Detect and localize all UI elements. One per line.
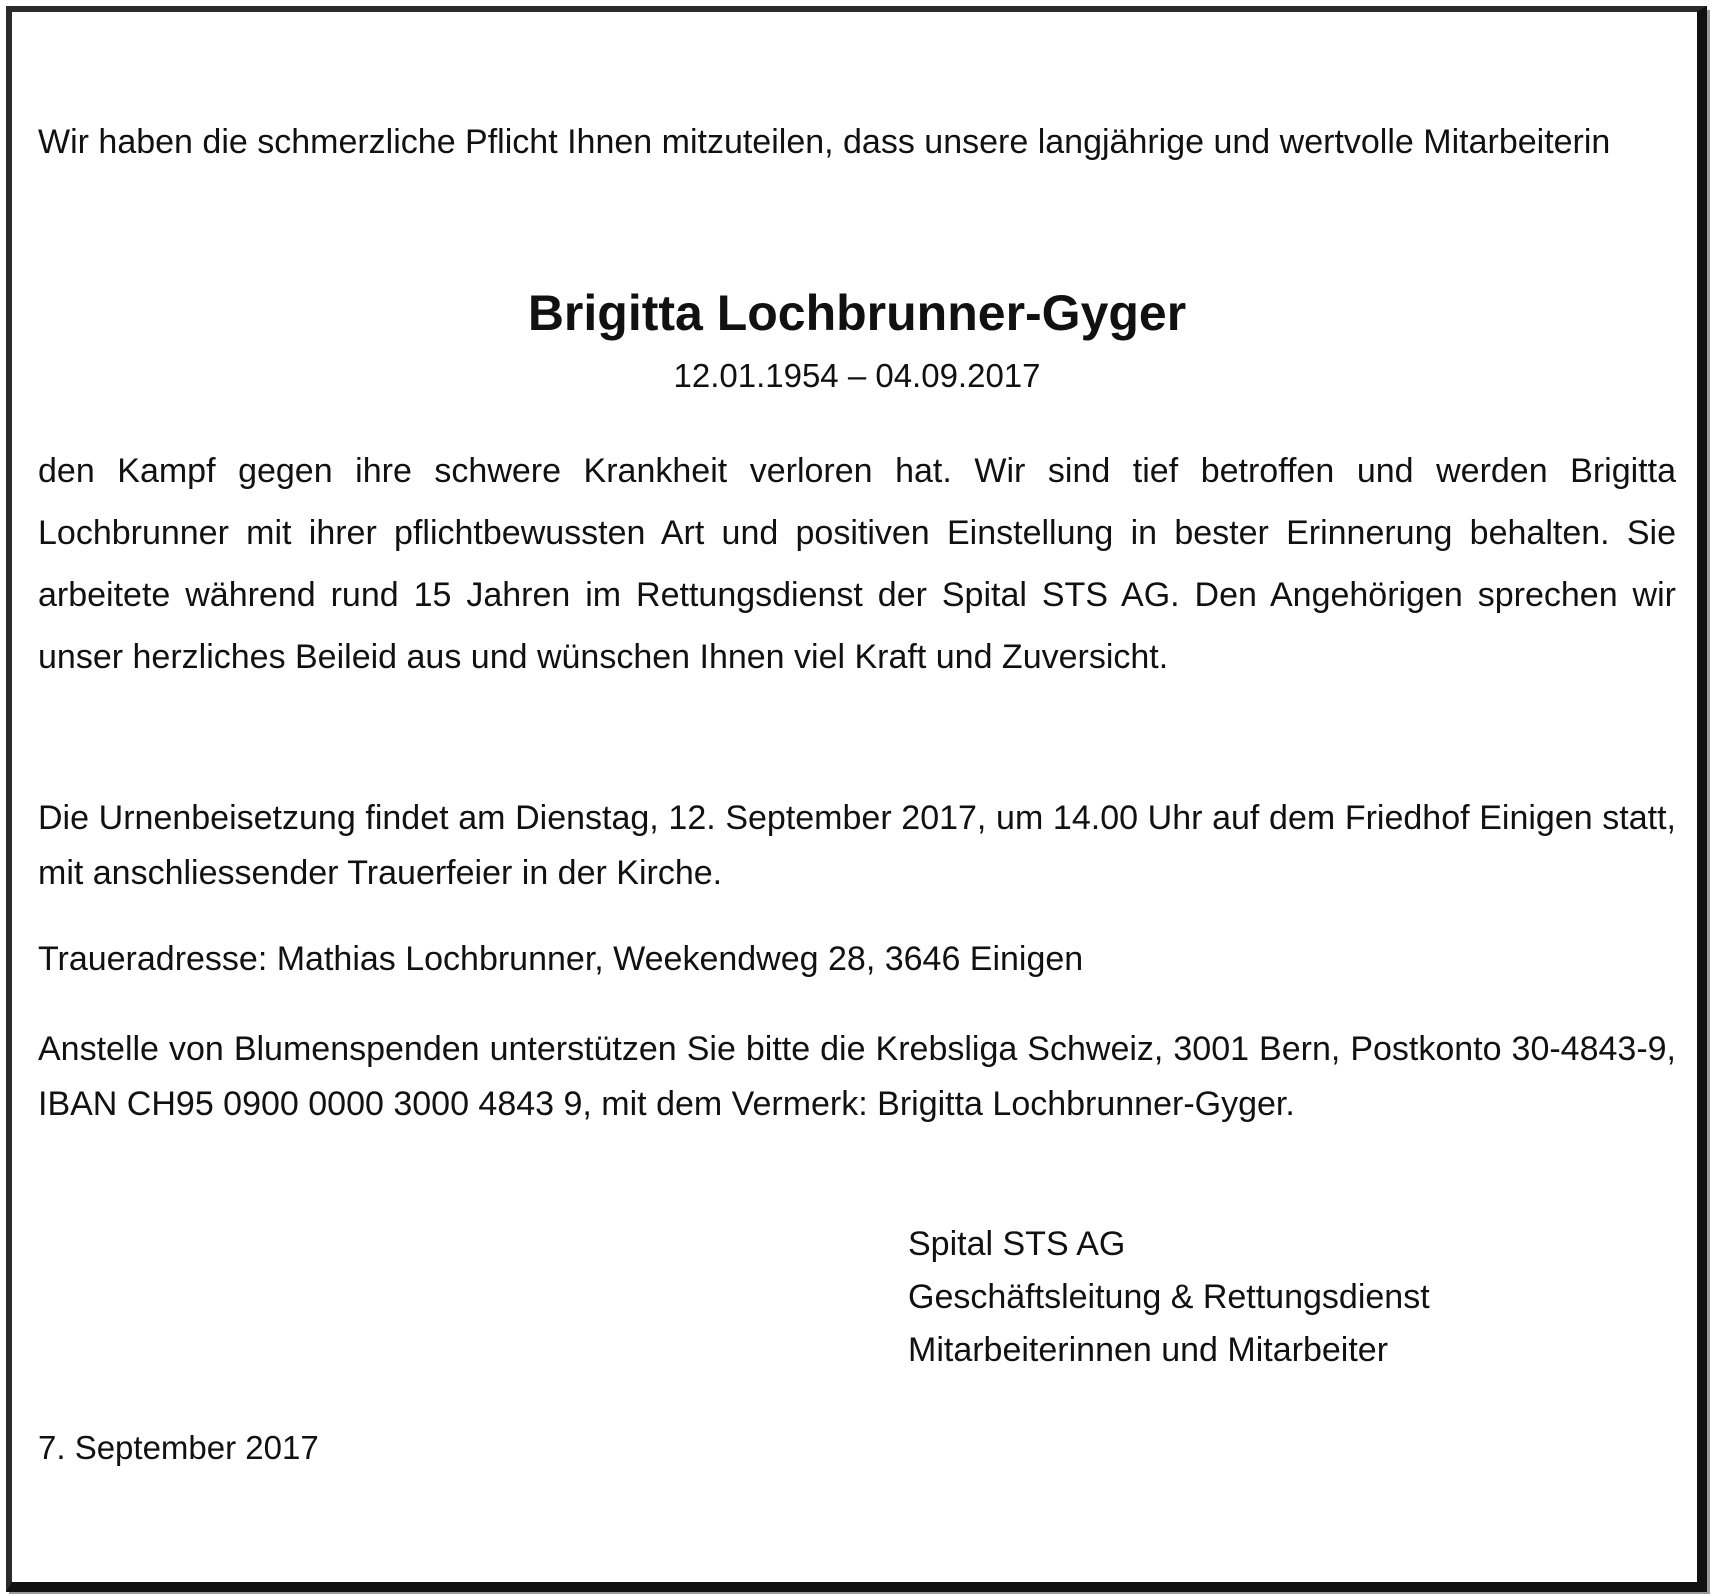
signature-line-staff: Mitarbeiterinnen und Mitarbeiter [908,1331,1389,1369]
deceased-dates: 12.01.1954 – 04.09.2017 [673,357,1041,394]
notice-date: 7. September 2017 [38,1429,319,1466]
ceremony-paragraph: Die Urnenbeisetzung findet am Dienstag, 12. September 2017, um 14.00 Uhr auf dem Friedhof Einigen statt, mit anschliessender Trauerfeier in der Kirche. [38,799,1676,892]
intro-text: Wir haben die schmerzliche Pflicht Ihnen mitzuteilen, dass unsere langjährige und wertvolle Mitarbeiterin [38,123,1611,161]
signature-line-organization: Spital STS AG [908,1225,1126,1263]
deceased-name: Brigitta Lochbrunner-Gyger [527,285,1187,341]
signature-line-management: Geschäftsleitung & Rettungsdienst [908,1278,1430,1316]
donation-paragraph: Anstelle von Blumenspenden unterstützen Sie bitte die Krebsliga Schweiz, 3001 Bern, Postkonto 30-4843-9, IBAN CH95 0900 0000 3000 4843 9, mit dem Vermerk: Brigitta Lochbrunner-Gyger. [38,1030,1676,1123]
signature-block [908,1218,1430,1377]
mourning-address: Traueradresse: Mathias Lochbrunner, Weekendweg 28, 3646 Einigen [38,940,1084,978]
body-paragraph: den Kampf gegen ihre schwere Krankheit verloren hat. Wir sind tief betroffen und werden Brigitta Lochbrunner mit ihrer pflichtbewussten Art und positiven Einstellung in bester Erinnerung behalten. Sie arbeitete während rund 15 Jahren im Rettungsdienst der Spital STS AG. Den Angehörigen sprechen wir unser herzliches Beileid aus und wünschen Ihnen viel Kraft und Zuversicht. [38,452,1676,676]
